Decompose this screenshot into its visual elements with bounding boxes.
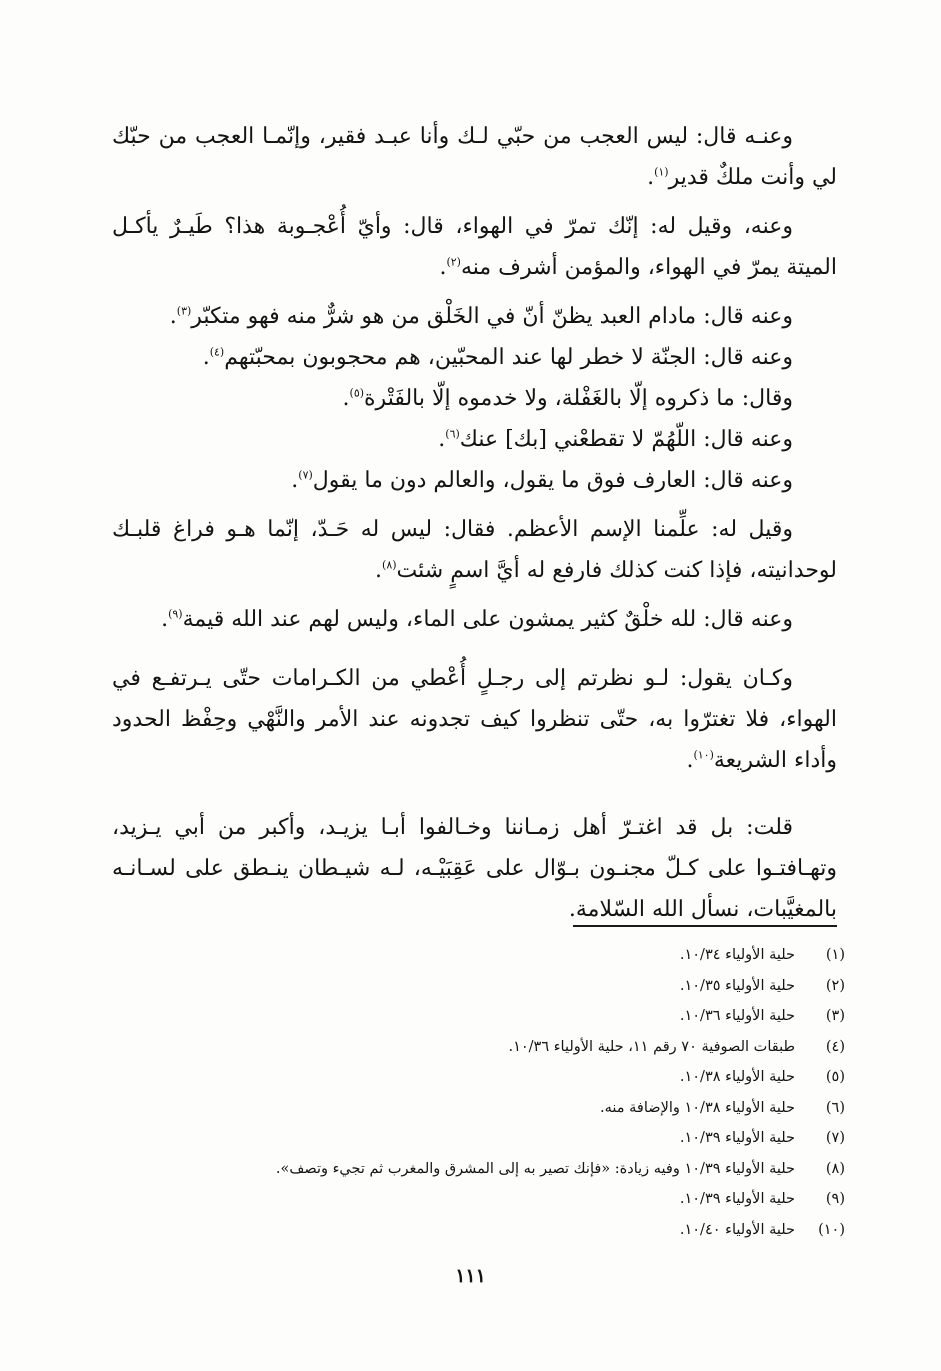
footnote-ref: (٨) — [382, 558, 397, 572]
footnote-ref: (٥) — [349, 386, 365, 400]
footnote-ref: (٧) — [298, 468, 313, 482]
footnote-number: (٢) — [825, 977, 845, 994]
footnote-text: حلية الأولياء ١٠/٣٩ وفيه زيادة: «فإنك تصير به إلى المشرق والمغرب ثم تجيء وتصف». — [275, 1160, 795, 1177]
footnote-text: حلية الأولياء ١٠/٣٦. — [679, 1008, 795, 1024]
paragraph — [112, 658, 837, 781]
paragraph-text: وكـان يقول: لـو نظرتم إلى رجـلٍ أُعْطي من الكـرامات حتّى يـرتفـع في الهواء، فلا تغترّوا به، حتّى تنظروا كيف تجدونه عند الأمر والنَّهْي وحِفْظ الحدود وأداء الشريعة — [112, 666, 837, 773]
paragraph-text: وقيل له: علِّمنا الإسم الأعظم. فقال: ليس له حَـدّ، إنّما هـو فراغ قلبـك لوحدانيته، فإذا كنت كذلك فارفع له أيَّ اسمٍ شئت — [112, 517, 837, 583]
footnote-number: (٦) — [825, 1099, 845, 1116]
paragraph-text: وقال: ما ذكروه إلّا بالغَفْلة، ولا خدموه إلّا بالفَتْرة — [364, 386, 793, 411]
footnote-number: (٤) — [825, 1038, 845, 1055]
footnote — [125, 1001, 845, 1032]
main-text — [112, 116, 837, 930]
paragraph-tail: . — [375, 558, 383, 583]
footnote-text: حلية الأولياء ١٠/٤٠. — [679, 1221, 795, 1238]
footnote-number: (٧) — [825, 1130, 845, 1146]
paragraph-text: وعنه قال: اللّهُمّ لا تقطعْني [بك] عنك — [459, 427, 793, 452]
paragraph-tail: . — [342, 386, 350, 411]
footnote-ref: (٣) — [176, 304, 192, 318]
footnote — [125, 1093, 845, 1124]
footnote-number: (٣) — [825, 1008, 845, 1024]
footnote-number: (٨) — [825, 1160, 845, 1177]
paragraph — [112, 599, 837, 640]
paragraph-tail: . — [291, 468, 299, 493]
footnote — [125, 940, 845, 971]
footnote-ref: (١٠) — [693, 748, 714, 762]
footnote-divider — [573, 925, 837, 927]
footnote-number: (١) — [825, 947, 845, 963]
paragraph — [112, 378, 837, 419]
footnote-number: (٩) — [825, 1191, 845, 1207]
footnote-ref: (٢) — [446, 255, 461, 269]
paragraph-text: وعنـه قال: ليس العجب من حبّي لـك وأنا عبـد فقير، وإنّمـا العجب من حبّك لي وأنت ملكٌ قدير — [112, 124, 837, 190]
paragraph-text: وعنه قال: مادام العبد يظنّ أنّ في الخَلْق من هو شرٌّ منه فهو متكبّر — [191, 304, 793, 329]
footnote-text: حلية الأولياء ١٠/٣٨. — [679, 1069, 795, 1085]
page-number: ١١١ — [455, 1265, 486, 1287]
footnote-ref: (٤) — [209, 345, 225, 359]
paragraph — [112, 116, 837, 198]
paragraph — [112, 509, 837, 591]
footnote-ref: (٦) — [445, 427, 460, 441]
paragraph-tail: . — [439, 255, 447, 280]
paragraph-tail: . — [202, 345, 210, 370]
paragraph-tail: . — [169, 304, 177, 329]
footnote-text: حلية الأولياء ١٠/٣٥. — [679, 977, 795, 994]
footnote — [125, 971, 845, 1002]
paragraph-text: وعنه قال: العارف فوق ما يقول، والعالم دون ما يقول — [312, 468, 793, 493]
paragraph-tail: . — [647, 165, 655, 190]
paragraph-text: وعنه قال: لله خلْقٌ كثير يمشون على الماء، وليس لهم عند الله قيمة — [182, 607, 793, 632]
footnote-number: (١٠) — [818, 1221, 845, 1238]
footnote — [125, 1154, 845, 1185]
paragraph-tail: . — [568, 897, 576, 922]
footnote — [125, 1062, 845, 1093]
footnote — [125, 1184, 845, 1215]
paragraph-tail: . — [438, 427, 446, 452]
footnotes — [125, 940, 845, 1245]
footnote — [125, 1123, 845, 1154]
paragraph — [112, 460, 837, 501]
footnote-ref: (٩) — [168, 607, 183, 621]
footnote — [125, 1215, 845, 1246]
paragraph-text: وعنه قال: الجنّة لا خطر لها عند المحبّين، هم محجوبون بمحبّتهم — [224, 345, 793, 370]
footnote-text: حلية الأولياء ١٠/٣٨ والإضافة منه. — [600, 1099, 795, 1116]
paragraph — [112, 807, 837, 930]
footnote-text: حلية الأولياء ١٠/٣٩. — [679, 1191, 795, 1207]
paragraph-tail: . — [161, 607, 169, 632]
paragraph-text: وعنه، وقيل له: إنّك تمرّ في الهواء، قال: وأيّ أُعْجـوبة هذا؟ طَيـرٌ يأكـل الميتة يمرّ في الهواء، والمؤمن أشرف منه — [112, 214, 837, 280]
footnote-text: طبقات الصوفية ٧٠ رقم ١١، حلية الأولياء ١٠/٣٦. — [508, 1038, 795, 1055]
paragraph-tail: . — [686, 748, 694, 773]
footnote-ref: (١) — [654, 165, 669, 179]
paragraph — [112, 337, 837, 378]
footnote — [125, 1032, 845, 1063]
footnote-number: (٥) — [825, 1069, 845, 1085]
footnote-text: حلية الأولياء ١٠/٣٤. — [679, 947, 795, 963]
footnote-text: حلية الأولياء ١٠/٣٩. — [679, 1130, 795, 1146]
paragraph — [112, 419, 837, 460]
paragraph-text: قلت: بل قد اغتـرّ أهل زمـاننا وخـالفوا أبـا يزيـد، وأكبر من أبي يـزيد، وتهـافتـوا على كـلّ مجنـون بـوّال على عَقِبَيْـه، لـه شيـطان ينـطق على لسـانـه بالمغيَّبات، نسأل الله السّلامة — [112, 815, 837, 922]
paragraph — [112, 296, 837, 337]
paragraph — [112, 206, 837, 288]
